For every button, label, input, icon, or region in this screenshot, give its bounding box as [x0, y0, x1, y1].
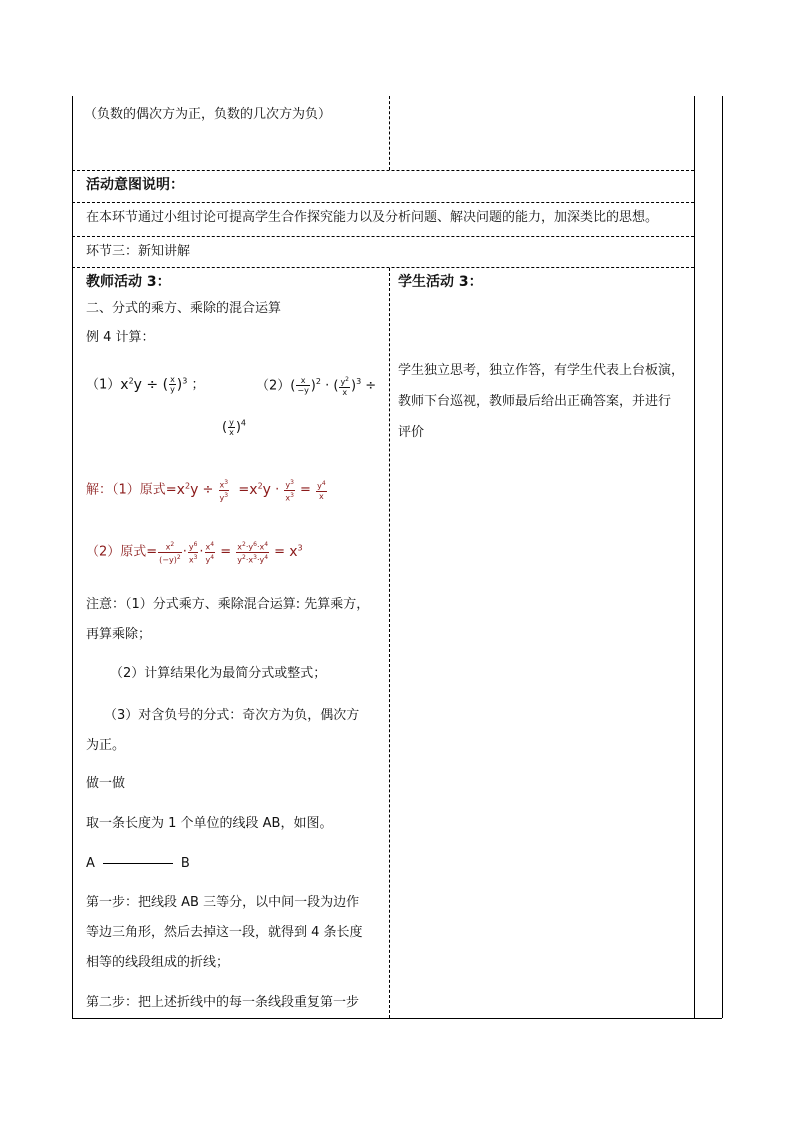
try-text: 取一条长度为 1 个单位的线段 AB，如图。	[86, 816, 333, 831]
solution-2-label: （2）原式=	[86, 544, 158, 560]
row1-left-text: （负数的偶次方为正，负数的几次方为负）	[84, 107, 332, 122]
note-3: （3）对含负号的分式：奇次方为负，偶次方	[104, 708, 360, 723]
note-1: 注意：（1）分式乘方、乘除混合运算: 先算乘方，	[86, 597, 370, 612]
intent-body: 在本环节通过小组讨论可提高学生合作探究能力以及分析问题、解决问题的能力，加深类比的思想。	[86, 210, 659, 225]
step-1a: 第一步：把线段 AB 三等分，以中间一段为边作	[86, 895, 360, 910]
table-left-border	[72, 96, 73, 1018]
segment-line	[103, 863, 173, 864]
note-2: （2）计算结果化为最简分式或整式；	[110, 666, 327, 681]
step-2a: 第二步：把上述折线中的每一条线段重复第一步	[86, 995, 360, 1010]
student-title: 学生活动 3：	[398, 274, 483, 290]
intent-title: 活动意图说明：	[86, 177, 184, 193]
problem-1: $(1)x^2y$ ÷ ( $\frac{x}{y}$ )$^3$ ；	[86, 375, 205, 394]
step-1b: 等边三角形，然后去掉这一段，就得到 4 条长度	[86, 925, 363, 940]
student-line-3: 评价	[398, 425, 425, 440]
student-line-1: 学生独立思考，独立作答，有学生代表上台板演，	[398, 363, 685, 378]
try-label: 做一做	[86, 776, 126, 791]
section-title: 环节三：新知讲解	[86, 244, 191, 259]
teacher-title: 教师活动 3：	[86, 274, 171, 290]
segment-ab	[86, 855, 190, 873]
row-divider-3	[72, 236, 694, 237]
table-right-border	[722, 96, 723, 1018]
example-label: 例 4 计算：	[86, 330, 155, 345]
solution-2: （2）原式= $\frac{x^2}{(-y)^2}$ · $\frac{y^6}{x^3}$ · $\frac{x^4}{y^4}$ = $\frac{x^2\cdot y^6\cdot x^4}{y^2\cdot x^3\cdot y^4}$ = $x^3$	[86, 541, 303, 565]
segment-point-b: B	[180, 856, 190, 871]
row-divider-2	[72, 202, 694, 203]
note-3b: 为正。	[86, 738, 126, 753]
solution-1: 解：（1）原式$=x^2y$ ÷ $\frac{x^3}{y^3}$ $=x^2y$ · $\frac{y^3}{x^3}$ = $\frac{y^4}{x}$	[86, 479, 326, 503]
solution-1-label: 解：（1）原式=	[86, 482, 177, 498]
teacher-heading: 二、分式的乘方、乘除的混合运算	[86, 301, 282, 316]
column-divider-main	[389, 268, 390, 1018]
row-divider-1	[72, 170, 694, 171]
row-divider-4	[72, 267, 694, 268]
problem-2: （2）( $\frac{x}{-y}$ )$^2$ · ( $\frac{y^2}{x}$ )$^3$ ÷	[256, 376, 377, 397]
step-1c: 相等的线段组成的折线；	[86, 955, 230, 970]
problem-2-label: （2）	[256, 378, 291, 394]
segment-point-a: A	[86, 856, 95, 871]
student-line-2: 教师下台巡视，教师最后给出正确答案，并进行	[398, 394, 672, 409]
note-1b: 再算乘除；	[86, 627, 152, 642]
table-inner-right-border	[694, 96, 695, 1018]
table-bottom-border	[72, 1018, 722, 1019]
column-divider-top	[389, 96, 390, 170]
problem-1-label: （1）	[86, 377, 121, 393]
problem-2-continued: ( $\frac{y}{x}$ )$^4$	[222, 418, 246, 437]
